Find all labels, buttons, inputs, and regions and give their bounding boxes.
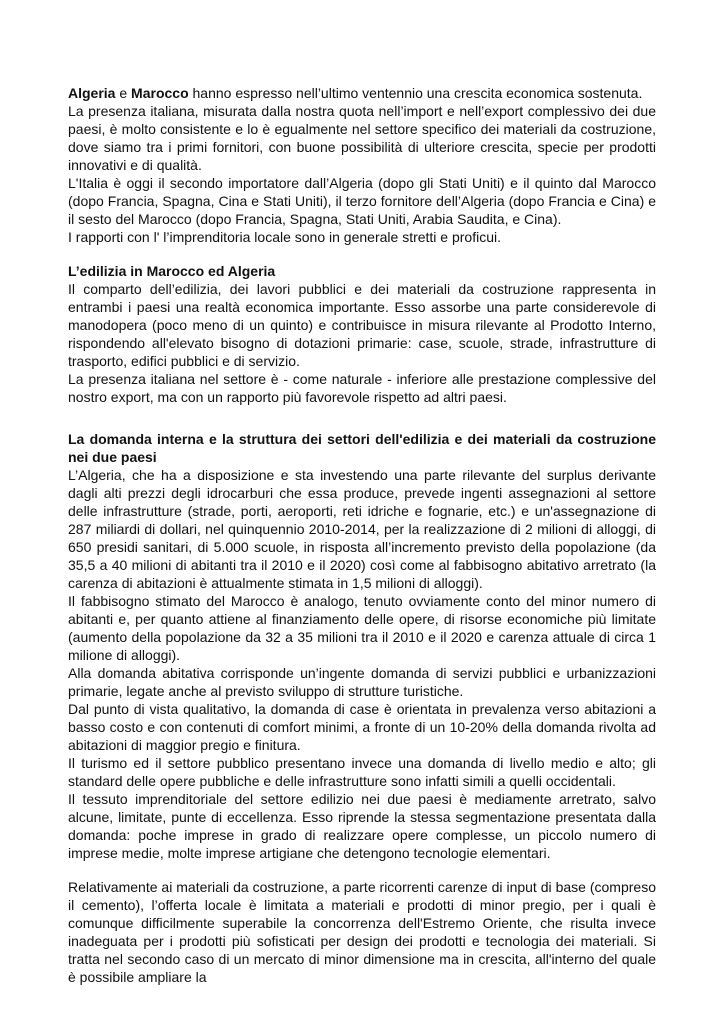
intro-section bbox=[68, 84, 656, 246]
intro-paragraph-3: L'Italia è oggi il secondo importatore dall’Algeria (dopo gli Stati Uniti) e il quinto dal Marocco (dopo Francia, Spagna, Cina e Stati Uniti), il terzo fornitore dell’Algeria (dopo Francia e Cina) e il sesto del Marocco (dopo Francia, Spagna, Stati Uniti, Arabia Saudita, e Cina). bbox=[68, 175, 656, 227]
section-heading-edilizia: L’edilizia in Marocco ed Algeria bbox=[68, 263, 276, 279]
document-page bbox=[68, 84, 656, 986]
edilizia-section bbox=[68, 262, 656, 406]
intro-paragraph-2: La presenza italiana, misurata dalla nostra quota nell’import e nell’export complessivo dei due paesi, è molto consistente e lo è egualmente nel settore specifico dei materiali da costruzione, dove siamo tra i primi fornitori, con buone possibilità di ulteriore crescita, specie per prodotti innovativi e di qualità. bbox=[68, 103, 656, 173]
intro-paragraph-4: I rapporti con l' l’imprenditoria locale sono in generale stretti e proficui. bbox=[68, 229, 502, 245]
materiali-paragraph-1: Relativamente ai materiali da costruzione, a parte ricorrenti carenze di input di base (compreso il cemento), l’offerta locale è limitata a materiali e prodotti di minor pregio, per i quali è comunque difficilmente superabile la concorrenza dell'Estremo Oriente, che risulta invece inadeguata per i prodotti più sofisticati per design dei prodotti e tecnologia dei materiali. Si tratta nel secondo caso di un mercato di minor dimensione ma in crescita, all'interno del quale è possibile ampliare la bbox=[68, 879, 656, 985]
domanda-paragraph-2: Il fabbisogno stimato del Marocco è analogo, tenuto ovviamente conto del minor numero di abitanti e, per quanto attiene al finanziamento delle opere, di risorse economiche più limitate (aumento della popolazione da 32 a 35 milioni tra il 2010 e il 2020 e carenza attuale di circa 1 milione di alloggi). bbox=[68, 593, 656, 663]
edilizia-paragraph-2: La presenza italiana nel settore è - come naturale - inferiore alle prestazione complessive del nostro export, ma con un rapporto più favorevole rispetto ad altri paesi. bbox=[68, 371, 656, 405]
domanda-paragraph-3: Alla domanda abitativa corrisponde un’ingente domanda di servizi pubblici e urbanizzazioni primarie, legate anche al previsto sviluppo di strutture turistiche. bbox=[68, 665, 656, 699]
edilizia-paragraph-1: Il comparto dell’edilizia, dei lavori pubblici e dei materiali da costruzione rappresenta in entrambi i paesi una realtà economica importante. Esso assorbe una parte considerevole di manodopera (poco meno di un quinto) e contribuisce in misura rilevante al Prodotto Interno, rispondendo all'elevato bisogno di dotazioni primarie: case, scuole, strade, infrastrutture di trasporto, edifici pubblici e di servizio. bbox=[68, 281, 656, 369]
country-marocco: Marocco bbox=[131, 85, 189, 101]
intro-rest: hanno espresso nell’ultimo ventennio una crescita economica sostenuta. bbox=[188, 85, 643, 101]
intro-paragraph-1 bbox=[68, 84, 656, 102]
domanda-paragraph-6: Il tessuto imprenditoriale del settore edilizio nei due paesi è mediamente arretrato, salvo alcune, limitate, punte di eccellenza. Esso riprende la stessa segmentazione presentata dalla domanda: poche imprese in grado di realizzare opere complesse, un piccolo numero di imprese medie, molte imprese artigiane che detengono tecnologie elementari. bbox=[68, 791, 656, 861]
domanda-section bbox=[68, 430, 656, 862]
domanda-paragraph-5: Il turismo ed il settore pubblico presentano invece una domanda di livello medio e alto; gli standard delle opere pubbliche e delle infrastrutture sono infatti simili a quelli occidentali. bbox=[68, 755, 656, 789]
country-algeria: Algeria bbox=[68, 85, 116, 101]
conjunction: e bbox=[115, 85, 132, 101]
section-heading-domanda: La domanda interna e la struttura dei settori dell'edilizia e dei materiali da costruzione nei due paesi bbox=[68, 431, 656, 465]
domanda-paragraph-4: Dal punto di vista qualitativo, la domanda di case è orientata in prevalenza verso abitazioni a basso costo e con contenuti di comfort minimi, a fronte di un 10-20% della domanda rivolta ad abitazioni di maggior pregio e finitura. bbox=[68, 701, 656, 753]
domanda-paragraph-1: L’Algeria, che ha a disposizione e sta investendo una parte rilevante del surplus derivante dagli alti prezzi degli idrocarburi che essa produce, prevede ingenti assegnazioni al settore delle infrastrutture (strade, porti, aeroporti, reti idriche e fognarie, etc.) e un'assegnazione di 287 miliardi di dollari, nel quinquennio 2010-2014, per la realizzazione di 2 milioni di alloggi, di 650 presidi sanitari, di 5.000 scuole, in risposta all’incremento previsto della popolazione (da 35,5 a 40 milioni di abitanti tra il 2010 e il 2020) così come al fabbisogno abitativo arretrato (la carenza di abitazioni è attualmente stimata in 1,5 milioni di alloggi). bbox=[68, 467, 656, 591]
materiali-section bbox=[68, 878, 656, 986]
